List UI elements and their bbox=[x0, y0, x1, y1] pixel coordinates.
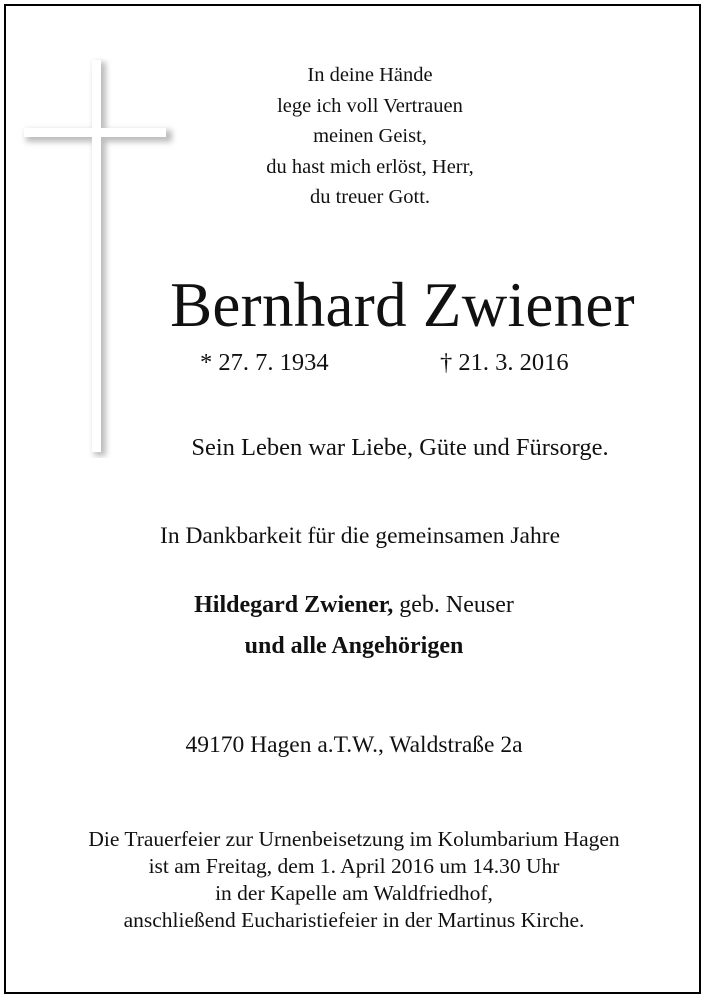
verse-line: lege ich voll Vertrauen bbox=[277, 94, 463, 117]
service-line: Die Trauerfeier zur Urnenbeisetzung im Kolumbarium Hagen bbox=[88, 827, 620, 851]
verse-line: In deine Hände bbox=[307, 64, 433, 86]
verse-line: du hast mich erlöst, Herr, bbox=[266, 155, 474, 178]
cross-icon bbox=[20, 58, 180, 458]
service-line: ist am Freitag, dem 1. April 2016 um 14.30 Uhr bbox=[148, 854, 560, 878]
mourner-maiden-name: geb. Neuser bbox=[399, 592, 514, 618]
life-motto: Sein Leben war Liebe, Güte und Fürsorge. bbox=[191, 434, 609, 461]
gratitude-line: In Dankbarkeit für die gemeinsamen Jahre bbox=[160, 523, 560, 549]
service-line: in der Kapelle am Waldfriedhof, bbox=[215, 881, 493, 905]
mourner-line bbox=[40, 587, 668, 624]
deceased-name: Bernhard Zwiener bbox=[170, 270, 635, 340]
verse-line: meinen Geist, bbox=[313, 125, 427, 147]
relatives-line: und alle Angehörigen bbox=[244, 633, 464, 659]
birth-date: * 27. 7. 1934 bbox=[200, 349, 329, 376]
mourner-name: Hildegard Zwiener, bbox=[194, 592, 394, 618]
address: 49170 Hagen a.T.W., Waldstraße 2a bbox=[185, 732, 523, 758]
service-line: anschließend Eucharistiefeier in der Martinus Kirche. bbox=[123, 908, 585, 932]
bible-verse bbox=[240, 60, 500, 213]
verse-line: du treuer Gott. bbox=[309, 186, 431, 208]
death-date: † 21. 3. 2016 bbox=[440, 349, 569, 376]
funeral-service-info bbox=[14, 826, 694, 934]
